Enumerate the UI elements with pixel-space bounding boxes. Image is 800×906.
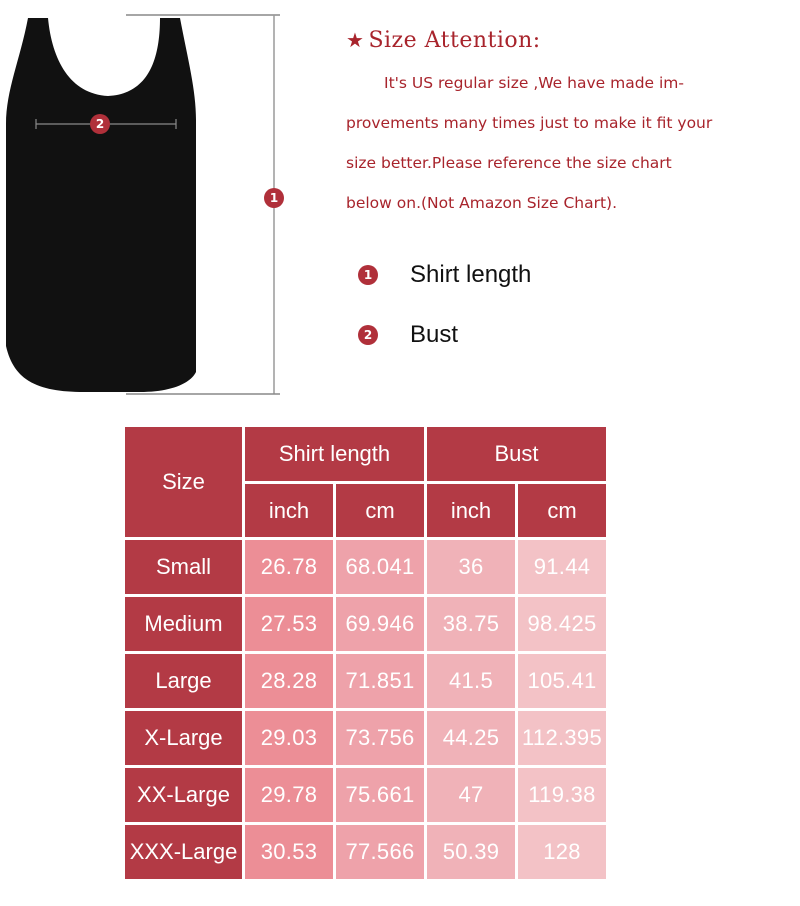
star-icon: ★	[346, 28, 365, 52]
unit-header: inch	[245, 484, 333, 537]
attention-line: It's US regular size ,We have made im-	[384, 74, 685, 92]
table-cell: 91.44	[518, 540, 606, 594]
table-cell: 112.395	[518, 711, 606, 765]
size-label: Small	[125, 540, 242, 594]
table-cell: 105.41	[518, 654, 606, 708]
table-cell: 75.661	[336, 768, 424, 822]
table-cell: 47	[427, 768, 515, 822]
table-row	[125, 825, 606, 879]
table-cell: 29.78	[245, 768, 333, 822]
shirt-length-group-header: Shirt length	[245, 427, 424, 481]
number-two-icon: 2	[358, 325, 378, 345]
table-cell: 73.756	[336, 711, 424, 765]
table-cell: 41.5	[427, 654, 515, 708]
bust-group-header: Bust	[427, 427, 606, 481]
table-row	[125, 654, 606, 708]
legend-bust	[358, 321, 458, 349]
table-cell: 98.425	[518, 597, 606, 651]
table-cell: 38.75	[427, 597, 515, 651]
unit-header: cm	[336, 484, 424, 537]
bust-badge-icon: 2	[90, 114, 110, 134]
size-chart-table	[122, 424, 609, 882]
size-label: X-Large	[125, 711, 242, 765]
table-row	[125, 597, 606, 651]
table-cell: 44.25	[427, 711, 515, 765]
size-attention-note	[346, 28, 786, 223]
table-cell: 128	[518, 825, 606, 879]
size-attention-heading: ★ Size Attention:	[346, 28, 541, 53]
table-cell: 36	[427, 540, 515, 594]
number-one-icon: 1	[358, 265, 378, 285]
size-label: XX-Large	[125, 768, 242, 822]
legend-shirt-length	[358, 261, 531, 289]
table-cell: 68.041	[336, 540, 424, 594]
length-badge-icon: 1	[264, 188, 284, 208]
unit-header: cm	[518, 484, 606, 537]
table-cell: 27.53	[245, 597, 333, 651]
table-cell: 119.38	[518, 768, 606, 822]
garment-illustration	[0, 0, 340, 410]
unit-header: inch	[427, 484, 515, 537]
table-cell: 28.28	[245, 654, 333, 708]
tank-top-shape	[6, 18, 196, 392]
size-label: Medium	[125, 597, 242, 651]
legend-label: Shirt length	[410, 261, 532, 288]
attention-line: provements many times just to make it fit your	[346, 114, 713, 132]
table-cell: 50.39	[427, 825, 515, 879]
attention-line: size better.Please reference the size chart	[346, 154, 672, 172]
attention-line: below on.(Not Amazon Size Chart).	[346, 194, 618, 212]
size-label: Large	[125, 654, 242, 708]
table-cell: 77.566	[336, 825, 424, 879]
table-cell: 26.78	[245, 540, 333, 594]
size-label: XXX-Large	[125, 825, 242, 879]
legend-label: Bust	[410, 321, 459, 348]
table-cell: 69.946	[336, 597, 424, 651]
table-cell: 30.53	[245, 825, 333, 879]
table-row	[125, 540, 606, 594]
table-row	[125, 768, 606, 822]
table-cell: 29.03	[245, 711, 333, 765]
table-cell: 71.851	[336, 654, 424, 708]
size-column-header: Size	[125, 427, 242, 537]
size-attention-text	[346, 63, 786, 223]
table-row	[125, 711, 606, 765]
